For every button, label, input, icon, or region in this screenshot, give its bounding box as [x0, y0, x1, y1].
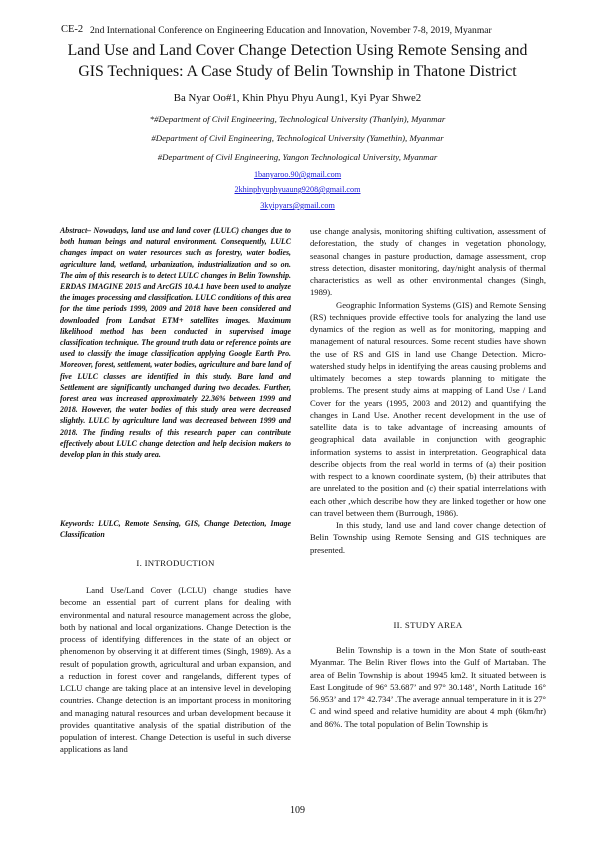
study-area-paragraph-1: Belin Township is a town in the Mon State of south-east Myanmar. The Belin River flows into the Gulf of Martaban. The area of Belin Township is about 19945 km2. It situated between is East Longitude of 96° 53.687’ and 97° 30.148’, North Latitude 16° 56.953’ and 17° 42.734’ .The average annual temperature in it is 27° C and wind speed and relative humidity are about 4 mph (6km/hr) and 86%. The total population of Belin Township is	[310, 645, 546, 729]
paper-title	[40, 40, 555, 82]
page-number: 109	[290, 805, 305, 816]
email-link-2[interactable]: 2khinphyuphyuaung9208@gmail.com	[234, 185, 361, 194]
section-heading-study-area: II. STUDY AREA	[393, 620, 463, 630]
conference-name: 2nd International Conference on Engineering Education and Innovation, November 7-8, 2019, Myanmar	[90, 25, 492, 36]
keywords	[60, 518, 291, 540]
email-link-3[interactable]: 3kyipyars@gmail.com	[260, 201, 335, 210]
paper-code: CE-2	[61, 24, 84, 35]
section-heading-introduction: I. INTRODUCTION	[136, 558, 215, 568]
intro-paragraph-1-continued: use change analysis, monitoring shifting cultivation, assessment of deforestation, the study of changes in vegetation phonology, seasonal changes in pasture production, damage assessment, crop stress detection, disaster monitoring, day/night analysis of thermal characteristics as well as other environmental changes (Singh, 1989).	[310, 226, 546, 298]
right-column	[310, 225, 546, 556]
introduction-left-column	[60, 584, 291, 756]
keywords-text: Keywords: LULC, Remote Sensing, GIS, Change Detection, Image Classification	[60, 519, 291, 540]
affiliation-3: #Department of Civil Engineering, Yangon Technological University, Myanmar	[157, 152, 438, 162]
running-header	[61, 24, 541, 38]
intro-paragraph-3: In this study, land use and land cover change detection of Belin Township using Remote Sensing and GIS techniques are presented.	[310, 520, 546, 555]
title-line-1: Land Use and Land Cover Change Detection Using Remote Sensing and	[67, 42, 528, 59]
abstract-text: Abstract– Nowadays, land use and land cover (LULC) changes due to both human beings and natural environment. Consequently, LULC changes impact on water resources such as forestry, water bodies, agriculture land, wetland, urbanization, industrialization and so on. The aim of this research is to detect LULC changes in Belin Township. ERDAS IMAGINE 2015 and ArcGIS 10.4.1 have been used to analyze the images processing and classification. LULC conditions of this area for the time periods 1999, 2009 and 2018 have been considered and downloaded from Landsat ETM+ satellites images. Maximum likelihood method has been conducted in supervised image classification technique. The ground truth data or reference points are used to classify the image classification applying Google Earth Pro. Moreover, forest, settlement, water bodies, agriculture and bare land of five LULC classes are identified in this study. Bare land and Settlement are significantly unchanged during two decades. Further, forest area was increased approximately 22.36% between 1999 and 2018. However, the water bodies of this study area were decreased slightly. LULC by agriculture land was decreased between 1999 and 2018. The finding results of this research paper can contribute effectively about LULC change detection and help decision makers to develop plan in this study area.	[60, 226, 291, 460]
affiliation-1: *#Department of Civil Engineering, Technological University (Thanlyin), Myanmar	[149, 114, 446, 124]
title-line-2: GIS Techniques: A Case Study of Belin Township in Thatone District	[78, 63, 517, 80]
affiliation-2: #Department of Civil Engineering, Technological University (Yamethin), Myanmar	[151, 133, 444, 143]
abstract	[60, 225, 291, 460]
intro-paragraph-1: Land Use/Land Cover (LCLU) change studies have become an essential part of current plans for dealing with environmental and natural resource management across the globe, both by national and local organizations. Change Detection is the process of identifying differences in the state of an object or phenomenon by observing it at different times (Singh, 1989). As a result of population growth, agricultural and urban expansion, and a reduction in forest cover and rangelands, different types of LCLU change are taking place at an intensive level in developing countries. Change detection is an important process in monitoring and managing natural resources and urban development because it provides quantitative analysis of the spatial distribution of the population of interest. Change Detection is useful in such diverse applications as land	[60, 585, 291, 755]
author-list: Ba Nyar Oo#1, Khin Phyu Phyu Aung1, Kyi Pyar Shwe2	[173, 92, 422, 104]
study-area-column	[310, 644, 546, 730]
email-link-1[interactable]: 1banyaroo.90@gmail.com	[253, 170, 342, 179]
intro-paragraph-2: Geographic Information Systems (GIS) and Remote Sensing (RS) techniques provide effective tools for analyzing the land use dynamics of the region as well as for monitoring, mapping and management of natural resources. Some recent studies have shown the use of RS and GIS in land use Change Detection. Micro-watershed study helps in identifying the areas causing problems and ultimately becomes a step towards planning to mitigate the problems. The present study aims at mapping of Land Use / Land Cover for the years (1995, 2003 and 2012) and quantifying the changes in Land Use. Another recent development in the use of satellite data is to take advantage of increasing amounts of geographical data available in conjunction with geographic information systems to assist in interpretation. Geographical data describe objects from the real world in terms of (a) their position with respect to a known coordinate system, (b) their attributes that are unrelated to the position and (c) their spatial interrelations with each other ,which describe how they are linked together or how one can travel between them (Burrough, 1986).	[310, 299, 546, 518]
